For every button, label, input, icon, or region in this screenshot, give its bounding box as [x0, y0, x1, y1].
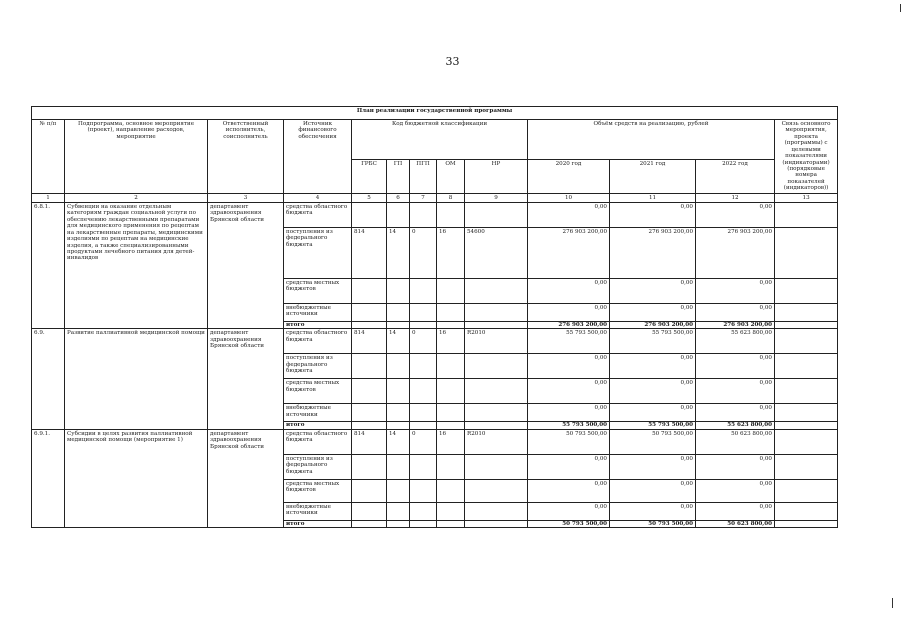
- column-number: 4: [284, 193, 352, 202]
- code-grbs: [352, 422, 387, 429]
- amount-2020: 0,00: [528, 304, 610, 322]
- amount-2022: 0,00: [696, 479, 775, 502]
- code-grbs: 814: [352, 228, 387, 279]
- code-pgp: [410, 203, 437, 228]
- scan-edge-mark: [892, 598, 893, 608]
- code-nr: [465, 203, 528, 228]
- amount-2022: 55 623 800,00: [696, 329, 775, 354]
- code-gp: 14: [387, 429, 410, 454]
- amount-2020: 0,00: [528, 279, 610, 304]
- code-nr: R2010: [465, 429, 528, 454]
- header-gp: ГП: [387, 159, 410, 193]
- amount-2022: 0,00: [696, 454, 775, 479]
- code-grbs: [352, 502, 387, 520]
- indicator-link: [775, 329, 838, 354]
- code-om: [437, 279, 465, 304]
- funding-source: средства областного бюджета: [284, 429, 352, 454]
- code-grbs: 814: [352, 429, 387, 454]
- row-number: 6.9.1.: [32, 429, 65, 527]
- indicator-link: [775, 479, 838, 502]
- header-nr: НР: [465, 159, 528, 193]
- amount-2020: 0,00: [528, 454, 610, 479]
- header-pgp: ПГП: [410, 159, 437, 193]
- amount-2021: 0,00: [610, 354, 696, 379]
- indicator-link: [775, 454, 838, 479]
- column-number: 11: [610, 193, 696, 202]
- header-executor: Ответственный исполнитель, соисполнитель: [208, 120, 284, 194]
- code-nr: [465, 379, 528, 404]
- amount-2020: 0,00: [528, 479, 610, 502]
- code-pgp: [410, 404, 437, 422]
- code-grbs: [352, 322, 387, 329]
- indicator-link: [775, 520, 838, 527]
- activity-name: Субсидии в целях развития паллиативной медицинской помощи (мероприятие 1): [65, 429, 208, 527]
- amount-2022: 0,00: [696, 404, 775, 422]
- code-grbs: [352, 354, 387, 379]
- code-pgp: [410, 520, 437, 527]
- column-number: 8: [437, 193, 465, 202]
- responsible-executor: департамент здравоохранения Брянской области: [208, 203, 284, 329]
- amount-2021: 0,00: [610, 304, 696, 322]
- amount-2021: 50 793 500,00: [610, 520, 696, 527]
- code-grbs: [352, 379, 387, 404]
- funding-source: поступления из федерального бюджета: [284, 454, 352, 479]
- amount-2021: 55 793 500,00: [610, 329, 696, 354]
- code-gp: [387, 203, 410, 228]
- funding-source: поступления из федерального бюджета: [284, 354, 352, 379]
- activity-name: Развитие паллиативной медицинской помощи: [65, 329, 208, 429]
- code-nr: [465, 279, 528, 304]
- funding-source: средства местных бюджетов: [284, 379, 352, 404]
- amount-2021: 0,00: [610, 404, 696, 422]
- column-number: 13: [775, 193, 838, 202]
- code-pgp: [410, 279, 437, 304]
- funding-source: поступления из федерального бюджета: [284, 228, 352, 279]
- amount-2022: 0,00: [696, 304, 775, 322]
- amount-2020: 55 793 500,00: [528, 422, 610, 429]
- code-gp: 14: [387, 329, 410, 354]
- header-program: Подпрограмма, основное мероприятие (проект), направление расходов, мероприятие: [65, 120, 208, 194]
- code-gp: 14: [387, 228, 410, 279]
- code-nr: [465, 502, 528, 520]
- activity-name: Субвенции на оказание отдельным категориям граждан социальной услуги по обеспечению лекарственными препаратами для медицинского применения по рецептам на лекарственные препараты, медицинскими изделиями по рецептам на медицинские изделия, а также специализированными продуктами лечебного питания для детей-инвалидов: [65, 203, 208, 329]
- amount-2022: 0,00: [696, 279, 775, 304]
- amount-2021: 0,00: [610, 479, 696, 502]
- amount-2021: 0,00: [610, 379, 696, 404]
- indicator-link: [775, 354, 838, 379]
- code-om: [437, 479, 465, 502]
- funding-source: средства областного бюджета: [284, 329, 352, 354]
- indicator-link: [775, 379, 838, 404]
- amount-2022: 276 903 200,00: [696, 322, 775, 329]
- code-pgp: [410, 479, 437, 502]
- responsible-executor: департамент здравоохранения Брянской области: [208, 329, 284, 429]
- column-number: 3: [208, 193, 284, 202]
- header-volume: Объём средств на реализацию, рублей: [528, 120, 775, 160]
- column-number: 9: [465, 193, 528, 202]
- amount-2020: 0,00: [528, 203, 610, 228]
- code-om: [437, 422, 465, 429]
- amount-2020: 276 903 200,00: [528, 228, 610, 279]
- code-gp: [387, 404, 410, 422]
- scan-edge-mark: [900, 4, 901, 12]
- code-nr: [465, 454, 528, 479]
- amount-2022: 0,00: [696, 203, 775, 228]
- funding-source: итого: [284, 322, 352, 329]
- amount-2020: 55 793 500,00: [528, 329, 610, 354]
- code-nr: [465, 304, 528, 322]
- code-gp: [387, 279, 410, 304]
- amount-2021: 0,00: [610, 203, 696, 228]
- indicator-link: [775, 304, 838, 322]
- page-number: 33: [445, 55, 460, 68]
- header-link: Связь основного мероприятия, проекта (программы) с целевыми показателями (индикаторами) (порядковые номера показателей (индикаторов)): [775, 120, 838, 194]
- funding-source: внебюджетные источники: [284, 404, 352, 422]
- amount-2021: 0,00: [610, 502, 696, 520]
- funding-source: внебюджетные источники: [284, 304, 352, 322]
- row-number: 6.9.: [32, 329, 65, 429]
- indicator-link: [775, 429, 838, 454]
- code-gp: [387, 322, 410, 329]
- funding-source: средства местных бюджетов: [284, 479, 352, 502]
- indicator-link: [775, 502, 838, 520]
- code-nr: [465, 520, 528, 527]
- code-grbs: [352, 404, 387, 422]
- table-row: [32, 203, 838, 228]
- indicator-link: [775, 322, 838, 329]
- column-number: 1: [32, 193, 65, 202]
- code-om: [437, 454, 465, 479]
- code-om: [437, 404, 465, 422]
- code-nr: [465, 479, 528, 502]
- header-source: Источник финансового обеспечения: [284, 120, 352, 194]
- column-number: 2: [65, 193, 208, 202]
- amount-2022: 0,00: [696, 502, 775, 520]
- code-grbs: [352, 479, 387, 502]
- amount-2022: 55 623 800,00: [696, 422, 775, 429]
- header-grbs: ГРБС: [352, 159, 387, 193]
- indicator-link: [775, 228, 838, 279]
- code-grbs: [352, 520, 387, 527]
- code-om: [437, 354, 465, 379]
- column-number: 12: [696, 193, 775, 202]
- amount-2022: 50 623 800,00: [696, 520, 775, 527]
- code-gp: [387, 379, 410, 404]
- code-grbs: [352, 203, 387, 228]
- code-pgp: 0: [410, 329, 437, 354]
- row-number: 6.8.1.: [32, 203, 65, 329]
- header-om: ОМ: [437, 159, 465, 193]
- code-om: [437, 203, 465, 228]
- header-budget-code: Код бюджетной классификации: [352, 120, 528, 160]
- funding-source: средства областного бюджета: [284, 203, 352, 228]
- funding-source: внебюджетные источники: [284, 502, 352, 520]
- table-row: [32, 329, 838, 354]
- code-nr: [465, 422, 528, 429]
- indicator-link: [775, 203, 838, 228]
- code-pgp: 0: [410, 228, 437, 279]
- code-om: [437, 520, 465, 527]
- code-grbs: [352, 304, 387, 322]
- amount-2021: 0,00: [610, 454, 696, 479]
- amount-2020: 0,00: [528, 354, 610, 379]
- code-pgp: [410, 354, 437, 379]
- amount-2020: 0,00: [528, 379, 610, 404]
- code-nr: R2010: [465, 329, 528, 354]
- indicator-link: [775, 404, 838, 422]
- indicator-link: [775, 422, 838, 429]
- amount-2021: 55 793 500,00: [610, 422, 696, 429]
- amount-2020: 50 793 500,00: [528, 520, 610, 527]
- column-number: 5: [352, 193, 387, 202]
- column-number: 7: [410, 193, 437, 202]
- code-gp: [387, 304, 410, 322]
- header-2021: 2021 год: [610, 159, 696, 193]
- indicator-link: [775, 279, 838, 304]
- code-gp: [387, 422, 410, 429]
- amount-2020: 0,00: [528, 502, 610, 520]
- code-om: [437, 322, 465, 329]
- amount-2021: 50 793 500,00: [610, 429, 696, 454]
- code-grbs: 814: [352, 329, 387, 354]
- code-om: [437, 379, 465, 404]
- code-nr: [465, 404, 528, 422]
- funding-source: итого: [284, 422, 352, 429]
- code-pgp: [410, 379, 437, 404]
- code-pgp: [410, 454, 437, 479]
- amount-2020: 50 793 500,00: [528, 429, 610, 454]
- amount-2020: 276 903 200,00: [528, 322, 610, 329]
- code-pgp: 0: [410, 429, 437, 454]
- amount-2020: 0,00: [528, 404, 610, 422]
- funding-source: итого: [284, 520, 352, 527]
- column-number: 10: [528, 193, 610, 202]
- code-gp: [387, 502, 410, 520]
- program-plan-table: [31, 106, 838, 528]
- code-nr: [465, 322, 528, 329]
- code-gp: [387, 520, 410, 527]
- code-grbs: [352, 279, 387, 304]
- amount-2021: 276 903 200,00: [610, 322, 696, 329]
- code-nr: 54600: [465, 228, 528, 279]
- amount-2022: 50 623 800,00: [696, 429, 775, 454]
- amount-2022: 0,00: [696, 354, 775, 379]
- code-pgp: [410, 502, 437, 520]
- table-title: План реализации государственной программы: [32, 107, 838, 120]
- table-row: [32, 429, 838, 454]
- code-om: 16: [437, 429, 465, 454]
- funding-source: средства местных бюджетов: [284, 279, 352, 304]
- code-pgp: [410, 304, 437, 322]
- code-pgp: [410, 322, 437, 329]
- amount-2022: 0,00: [696, 379, 775, 404]
- code-gp: [387, 479, 410, 502]
- code-om: [437, 502, 465, 520]
- code-gp: [387, 454, 410, 479]
- code-pgp: [410, 422, 437, 429]
- header-2020: 2020 год: [528, 159, 610, 193]
- header-2022: 2022 год: [696, 159, 775, 193]
- column-numbers-row: [32, 193, 838, 202]
- code-om: 16: [437, 228, 465, 279]
- code-grbs: [352, 454, 387, 479]
- column-number: 6: [387, 193, 410, 202]
- code-om: 16: [437, 329, 465, 354]
- header-num: № п/п: [32, 120, 65, 194]
- amount-2021: 0,00: [610, 279, 696, 304]
- amount-2022: 276 903 200,00: [696, 228, 775, 279]
- code-om: [437, 304, 465, 322]
- responsible-executor: департамент здравоохранения Брянской области: [208, 429, 284, 527]
- amount-2021: 276 903 200,00: [610, 228, 696, 279]
- code-gp: [387, 354, 410, 379]
- code-nr: [465, 354, 528, 379]
